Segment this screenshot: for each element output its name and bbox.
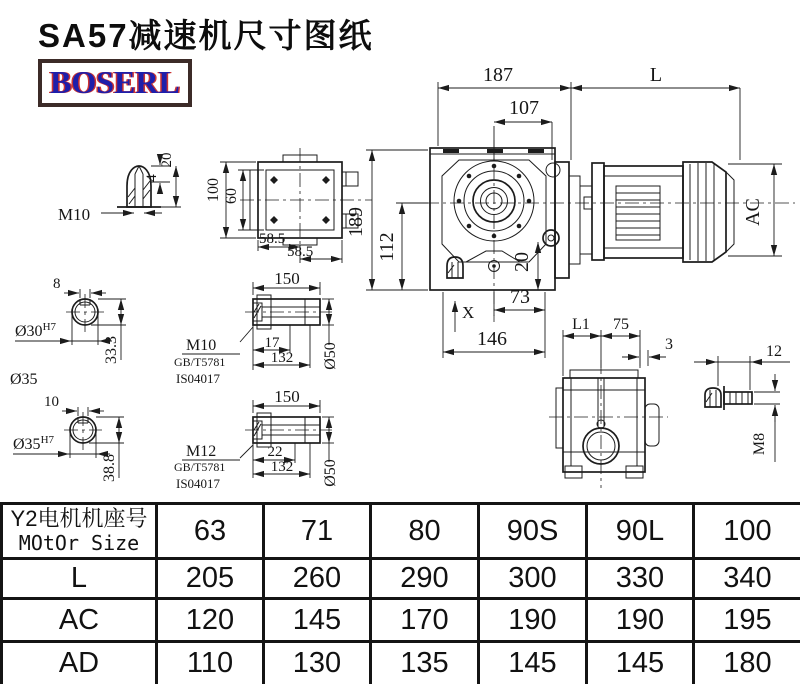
std-iso-a: IS04017 (176, 371, 221, 386)
cell-L-71: 260 (264, 559, 371, 599)
row-label-L: L (2, 559, 157, 599)
hollow-shaft-b-view (174, 387, 339, 491)
dim-12: 12 (766, 343, 782, 360)
cell-AD-90l: 145 (587, 642, 694, 684)
dim-58-5-b: 58.5 (287, 244, 314, 260)
dim-bore-35: $Ø35^{H7}$ (13, 434, 55, 453)
eyebolt-detail-view (58, 153, 181, 225)
thread-label-m12: M12 (186, 443, 217, 460)
shaft-section-30-view (10, 276, 126, 388)
dim-60: 60 (223, 188, 240, 204)
std-gb-a: GB/T5781 (174, 355, 226, 369)
dim-20-main: 20 (511, 252, 533, 272)
cell-L-90l: 330 (587, 559, 694, 599)
col-80: 80 (371, 504, 479, 559)
cell-AD-100: 180 (694, 642, 800, 684)
col-90s: 90S (479, 504, 587, 559)
dim-M8: M8 (751, 432, 768, 456)
dim-AC: AC (742, 198, 764, 226)
dim-107: 107 (509, 97, 539, 119)
dim-150-b: 150 (274, 387, 300, 406)
cell-L-63: 205 (157, 559, 264, 599)
dim-75: 75 (613, 316, 629, 333)
gearbox-top-view (205, 148, 372, 263)
main-assembly-view (345, 64, 795, 358)
dim-189: 189 (345, 207, 367, 237)
dim-58-5-a: 58.5 (259, 231, 286, 247)
cell-AD-71: 130 (264, 642, 371, 684)
cell-AC-90l: 190 (587, 599, 694, 642)
dim-L: L (649, 64, 663, 86)
row-label-AD: AD (2, 642, 157, 684)
dim-33-3: 33.3 (103, 336, 120, 364)
cell-AC-80: 170 (371, 599, 479, 642)
dim-100: 100 (205, 178, 222, 202)
col-63: 63 (157, 504, 264, 559)
dim-L1: L1 (572, 316, 590, 333)
col-71: 71 (264, 504, 371, 559)
motor-size-header-cn: Y2电机机座号 (10, 506, 148, 531)
hollow-shaft-a-view (174, 269, 339, 386)
std-iso-b: IS04017 (176, 476, 221, 491)
dim-bore-30: $Ø30^{H7}$ (15, 321, 57, 340)
dimension-table (0, 502, 800, 684)
rear-view (549, 316, 673, 488)
dim-38-8: 38.8 (101, 454, 118, 482)
dim-73: 73 (510, 286, 530, 308)
dim-17: 17 (264, 335, 280, 351)
dim-150-a: 150 (274, 269, 300, 288)
dim-10: 10 (44, 394, 59, 410)
dim-dia50-b: Ø50 (322, 459, 339, 487)
col-90l: 90L (587, 504, 694, 559)
std-gb-b: GB/T5781 (174, 460, 226, 474)
dim-132-b: 132 (270, 459, 294, 475)
dim-146: 146 (477, 328, 507, 350)
table-header-row (2, 504, 800, 559)
dim-112: 112 (376, 232, 398, 262)
dim-m10-label: M10 (58, 205, 91, 224)
bolt-detail-view (694, 343, 790, 462)
dim-132-a: 132 (270, 350, 294, 366)
cell-L-80: 290 (371, 559, 479, 599)
dim-4: 4 (144, 174, 160, 182)
table-row-AC (2, 599, 800, 642)
cell-L-100: 340 (694, 559, 800, 599)
page-title: SA57减速机尺寸图纸 (38, 17, 374, 54)
cell-AC-63: 120 (157, 599, 264, 642)
cell-AC-71: 145 (264, 599, 371, 642)
brand-logo-text: BOSERL (50, 64, 180, 100)
dim-3: 3 (665, 336, 673, 353)
dim-8: 8 (53, 276, 61, 292)
dim-20: 20 (159, 152, 175, 168)
col-100: 100 (694, 504, 800, 559)
thread-label-m10: M10 (186, 337, 217, 354)
cell-AC-100: 195 (694, 599, 800, 642)
cell-AD-90s: 145 (479, 642, 587, 684)
cell-L-90s: 300 (479, 559, 587, 599)
motor-size-header (2, 504, 157, 559)
motor-size-header-en: MOtOr Size (18, 531, 140, 555)
cell-AD-63: 110 (157, 642, 264, 684)
cell-AC-90s: 190 (479, 599, 587, 642)
dim-dia50-a: Ø50 (322, 342, 339, 370)
row-label-AC: AC (2, 599, 157, 642)
shaft-section-35-view (13, 394, 124, 482)
dim-22: 22 (267, 444, 283, 460)
cell-AD-80: 135 (371, 642, 479, 684)
dim-187: 187 (483, 64, 513, 86)
view-marker-x: X (462, 303, 475, 322)
label-dia35: Ø35 (10, 371, 38, 388)
table-row-AD (2, 642, 800, 684)
table-row-L (2, 559, 800, 599)
